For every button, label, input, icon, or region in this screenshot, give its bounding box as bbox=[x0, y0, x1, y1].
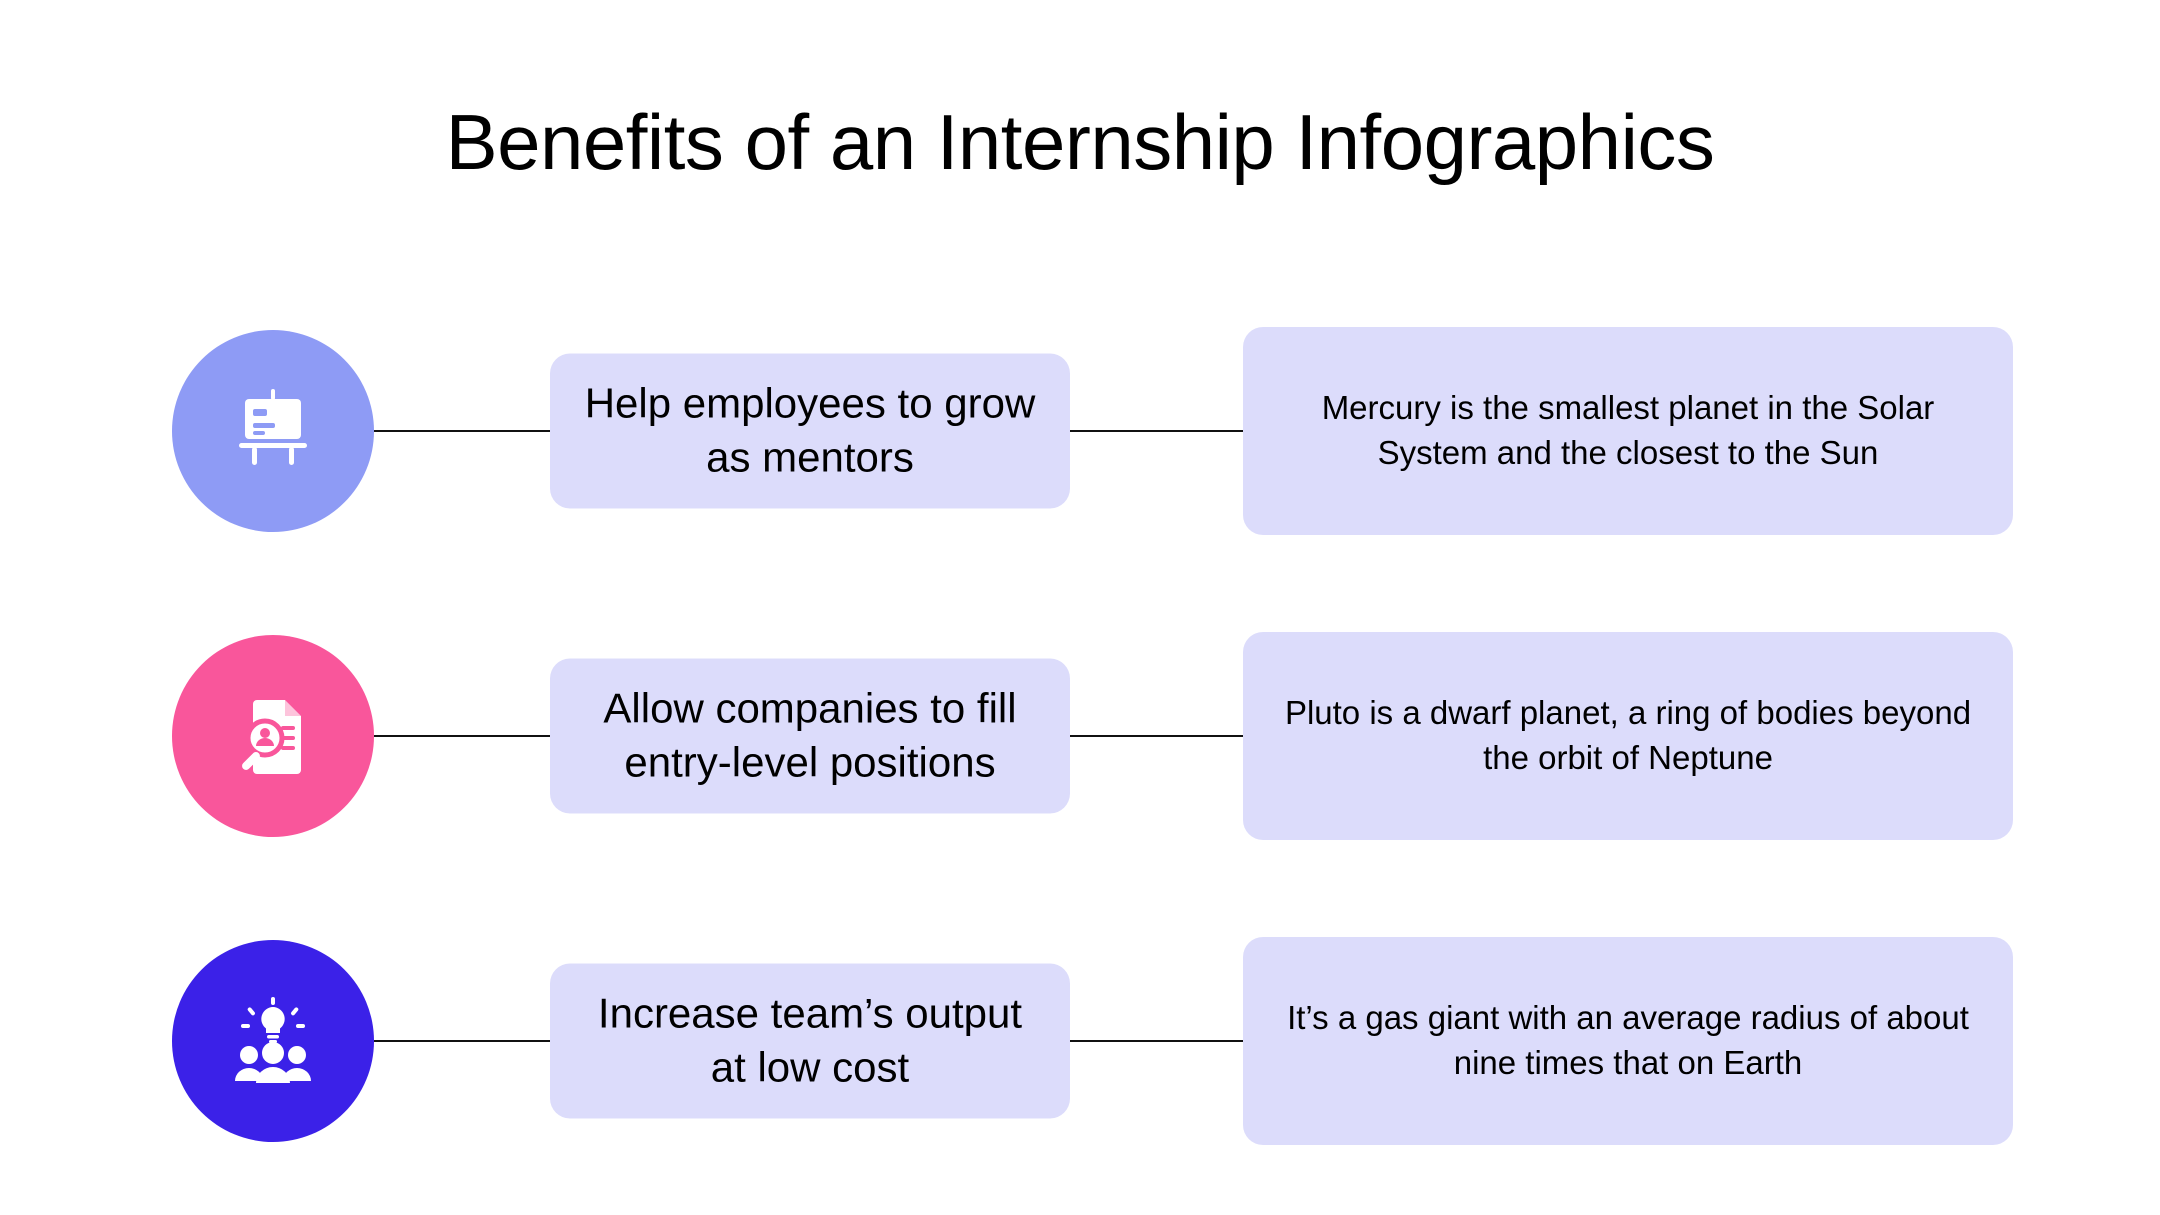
infographic-row bbox=[0, 888, 2160, 1193]
row-label-text: Allow companies to fill entry-level positions bbox=[603, 684, 1017, 786]
row-description-text: It’s a gas giant with an average radius of about nine times that on Earth bbox=[1287, 998, 1969, 1081]
infographic-rows bbox=[0, 278, 2160, 1193]
connector-line bbox=[374, 735, 550, 737]
row-description-box bbox=[1243, 327, 2013, 535]
row-label-box bbox=[550, 963, 1070, 1118]
infographic-row bbox=[0, 278, 2160, 583]
page-title: Benefits of an Internship Infographics bbox=[445, 98, 1715, 186]
row-description-text: Pluto is a dwarf planet, a ring of bodies beyond the orbit of Neptune bbox=[1284, 693, 1972, 776]
row-label-box bbox=[550, 658, 1070, 813]
row-label-text: Increase team’s output at low cost bbox=[597, 989, 1023, 1091]
connector-line bbox=[374, 430, 550, 432]
document-search-icon bbox=[172, 635, 374, 837]
row-label-box bbox=[550, 353, 1070, 508]
row-description-text: Mercury is the smallest planet in the Solar System and the closest to the Sun bbox=[1321, 388, 1935, 471]
connector-line bbox=[1070, 1040, 1248, 1042]
connector-line bbox=[374, 1040, 550, 1042]
row-description-box bbox=[1243, 937, 2013, 1145]
team-idea-icon bbox=[172, 940, 374, 1142]
presentation-board-icon bbox=[172, 330, 374, 532]
connector-line bbox=[1070, 430, 1248, 432]
row-label-text: Help employees to grow as mentors bbox=[584, 379, 1036, 481]
infographic-row bbox=[0, 583, 2160, 888]
connector-line bbox=[1070, 735, 1248, 737]
row-description-box bbox=[1243, 632, 2013, 840]
